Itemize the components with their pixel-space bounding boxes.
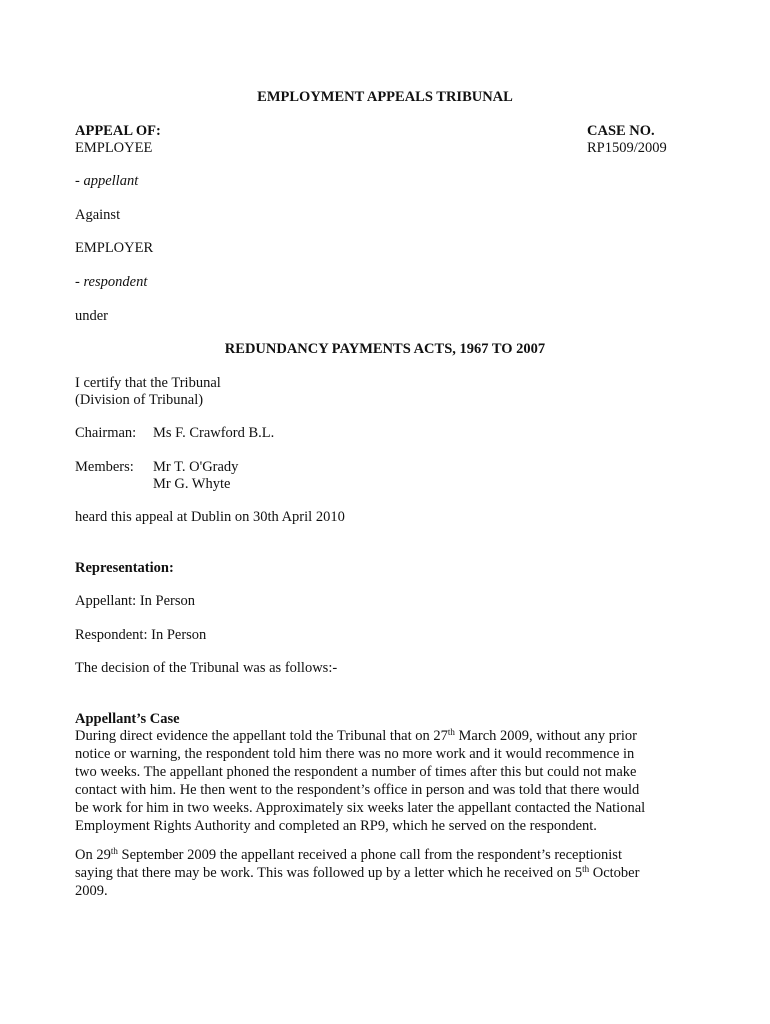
representation-heading: Representation: — [75, 560, 174, 576]
paragraph-line: During direct evidence the appellant told the Tribunal that on 27th March 2009, without any prior — [75, 727, 637, 744]
paragraph-line: On 29th September 2009 the appellant received a phone call from the respondent’s receptionist — [75, 846, 622, 863]
case-no-label: CASE NO. — [587, 123, 655, 139]
act-title: REDUNDANCY PAYMENTS ACTS, 1967 TO 2007 — [224, 341, 546, 357]
appellants-case-paragraph-2 — [75, 846, 700, 900]
paragraph-line: contact with him. He then went to the respondent’s office in person and was told that there would — [75, 782, 640, 798]
chairman-label: Chairman: — [75, 425, 137, 441]
paragraph-line: Employment Rights Authority and completed an RP9, which he served on the respondent. — [75, 818, 597, 834]
respondent-representation: Respondent: In Person — [75, 627, 207, 643]
paragraph-line: be work for him in two weeks. Approximately six weeks later the appellant contacted the National — [75, 800, 646, 816]
heard-statement: heard this appeal at Dublin on 30th April 2010 — [75, 509, 345, 525]
against-text: Against — [75, 207, 121, 223]
tribunal-title: EMPLOYMENT APPEALS TRIBUNAL — [257, 89, 513, 105]
paragraph-line: two weeks. The appellant phoned the respondent a number of times after this but could not make — [75, 764, 637, 780]
member-1: Mr T. O'Grady — [153, 459, 239, 475]
paragraph-line: saying that there may be work. This was followed up by a letter which he received on 5th October — [75, 864, 640, 881]
certify-line-2: (Division of Tribunal) — [75, 392, 204, 408]
paragraph-line: notice or warning, the respondent told him there was no more work and it would recommence in — [75, 746, 635, 762]
appellants-case-heading: Appellant’s Case — [75, 711, 180, 727]
appeal-of-label: APPEAL OF: — [75, 123, 161, 139]
case-no-value: RP1509/2009 — [587, 140, 667, 156]
respondent-role: - respondent — [75, 274, 148, 290]
appeal-of-value: EMPLOYEE — [75, 140, 153, 156]
appellant-role: - appellant — [75, 173, 139, 189]
employer-name: EMPLOYER — [75, 240, 154, 256]
members-label: Members: — [75, 459, 134, 475]
decision-intro: The decision of the Tribunal was as follows:- — [75, 660, 338, 676]
appellants-case-paragraph-1 — [75, 727, 700, 835]
under-text: under — [75, 308, 109, 324]
appellant-representation: Appellant: In Person — [75, 593, 196, 609]
chairman-value: Ms F. Crawford B.L. — [153, 425, 275, 441]
member-2: Mr G. Whyte — [153, 476, 231, 492]
certify-line-1: I certify that the Tribunal — [75, 375, 221, 391]
paragraph-line: 2009. — [75, 883, 108, 899]
